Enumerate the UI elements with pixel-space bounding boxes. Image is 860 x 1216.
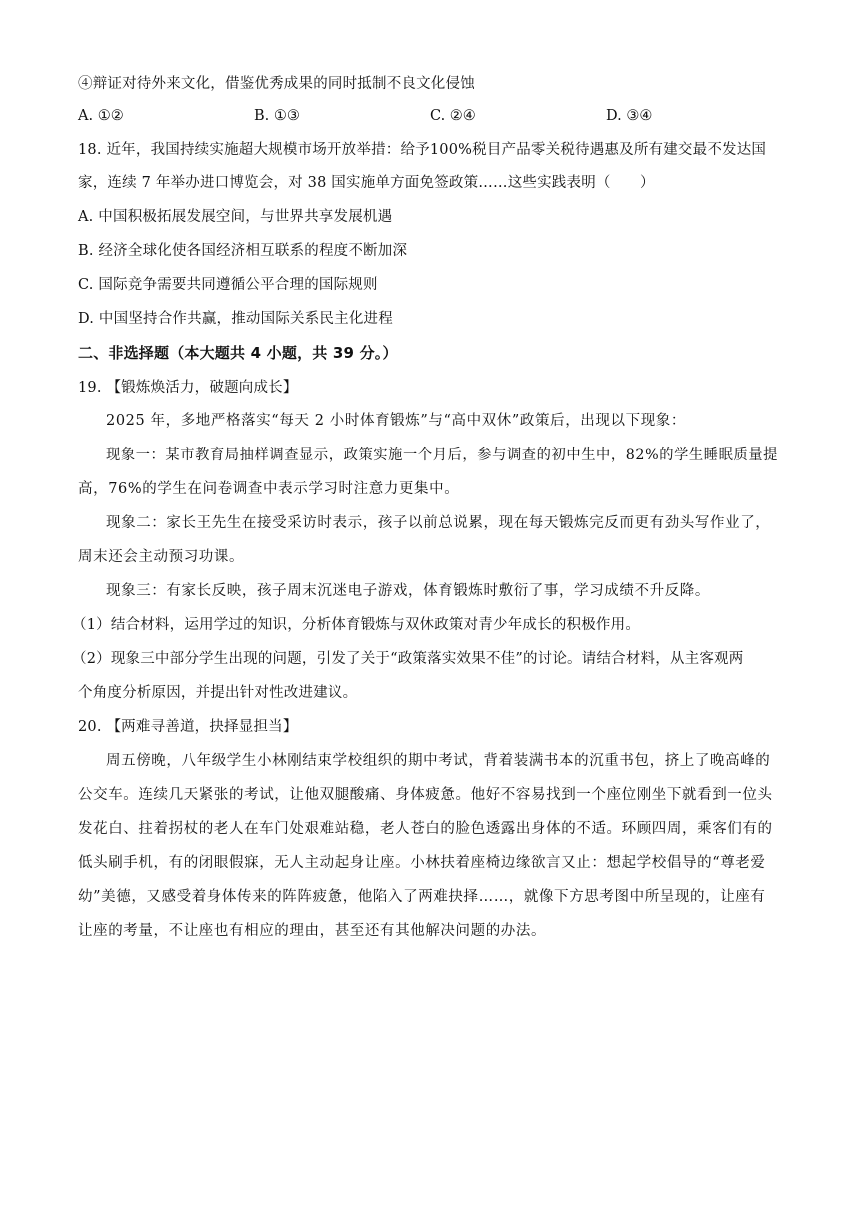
q19-phenomenon-2-line-1: 现象二：家长王先生在接受采访时表示，孩子以前总说累，现在每天锻炼完反而更有劲头写作业了， (106, 515, 771, 531)
q19-subquestion-2-line-1: （2）现象三中部分学生出现的问题，引发了关于“政策落实效果不佳”的讨论。请结合材料，从主客观两 (72, 651, 744, 667)
section-heading: 二、非选择题（本大题共 4 小题，共 39 分。） (78, 344, 398, 362)
q18-stem-line-2: 家，连续 7 年举办进口博览会，对 38 国实施单方面免签政策……这些实践表明（ ） (78, 175, 655, 191)
q17-option-a[interactable]: A. ①② (78, 108, 124, 124)
q17-option-d[interactable]: D. ③④ (606, 108, 653, 124)
q19-subquestion-1: （1）结合材料，运用学过的知识，分析体育锻炼与双休政策对青少年成长的积极作用。 (72, 617, 641, 633)
q19-phenomenon-2-line-2: 周末还会主动预习功课。 (78, 549, 245, 565)
q19-phenomenon-1-line-1: 现象一：某市教育局抽样调查显示，政策实施一个月后，参与调查的初中生中，82%的学生睡眠质量提 (106, 447, 779, 463)
q20-line-6: 让座的考量，不让座也有相应的理由，甚至还有其他解决问题的办法。 (78, 923, 547, 939)
q19-phenomenon-3: 现象三：有家长反映，孩子周末沉迷电子游戏，体育锻炼时敷衍了事，学习成绩不升反降。 (106, 583, 710, 599)
q19-phenomenon-1-line-2: 高，76%的学生在问卷调查中表示学习时注意力更集中。 (78, 481, 460, 497)
q17-item-4: ④辩证对待外来文化，借鉴优秀成果的同时抵制不良文化侵蚀 (78, 76, 475, 92)
q17-option-c[interactable]: C. ②④ (430, 108, 476, 124)
q18-option-a[interactable]: A. 中国积极拓展发展空间，与世界共享发展机遇 (78, 209, 393, 225)
q18-stem-line-1: 18. 近年，我国持续实施超大规模市场开放举措：给予100%税目产品零关税待遇惠及所有建交最不发达国 (78, 142, 767, 158)
q17-option-b[interactable]: B. ①③ (254, 108, 300, 124)
q20-line-2: 公交车。连续几天紧张的考试，让他双腿酸痛、身体疲惫。他好不容易找到一个座位刚坐下就看到一位头 (78, 787, 773, 803)
q20-line-5: 幼”美德，又感受着身体传来的阵阵疲惫，他陷入了两难抉择……，就像下方思考图中所呈现的，让座有 (78, 889, 766, 905)
q20-line-4: 低头刷手机，有的闭眼假寐，无人主动起身让座。小林扶着座椅边缘欲言又止：想起学校倡导的“尊老爱 (78, 855, 766, 871)
q18-option-b[interactable]: B. 经济全球化使各国经济相互联系的程度不断加深 (78, 243, 408, 259)
q20-line-3: 发花白、拄着拐杖的老人在车门处艰难站稳，老人苍白的脸色透露出身体的不适。环顾四周，乘客们有的 (78, 821, 773, 837)
q18-option-c[interactable]: C. 国际竞争需要共同遵循公平合理的国际规则 (78, 277, 378, 293)
q19-intro: 2025 年，多地严格落实“每天 2 小时体育锻炼”与“高中双休”政策后，出现以下现象： (106, 413, 687, 429)
q20-title: 20. 【两难寻善道，抉择显担当】 (78, 719, 298, 735)
q20-line-1: 周五傍晚，八年级学生小林刚结束学校组织的期中考试，背着装满书本的沉重书包，挤上了晚高峰的 (106, 753, 771, 769)
q18-option-d[interactable]: D. 中国坚持合作共赢，推动国际关系民主化进程 (78, 311, 393, 327)
q19-title: 19. 【锻炼焕活力，破题向成长】 (78, 380, 298, 396)
q19-subquestion-2-line-2: 个角度分析原因，并提出针对性改进建议。 (78, 685, 358, 701)
q17-options (78, 106, 778, 126)
